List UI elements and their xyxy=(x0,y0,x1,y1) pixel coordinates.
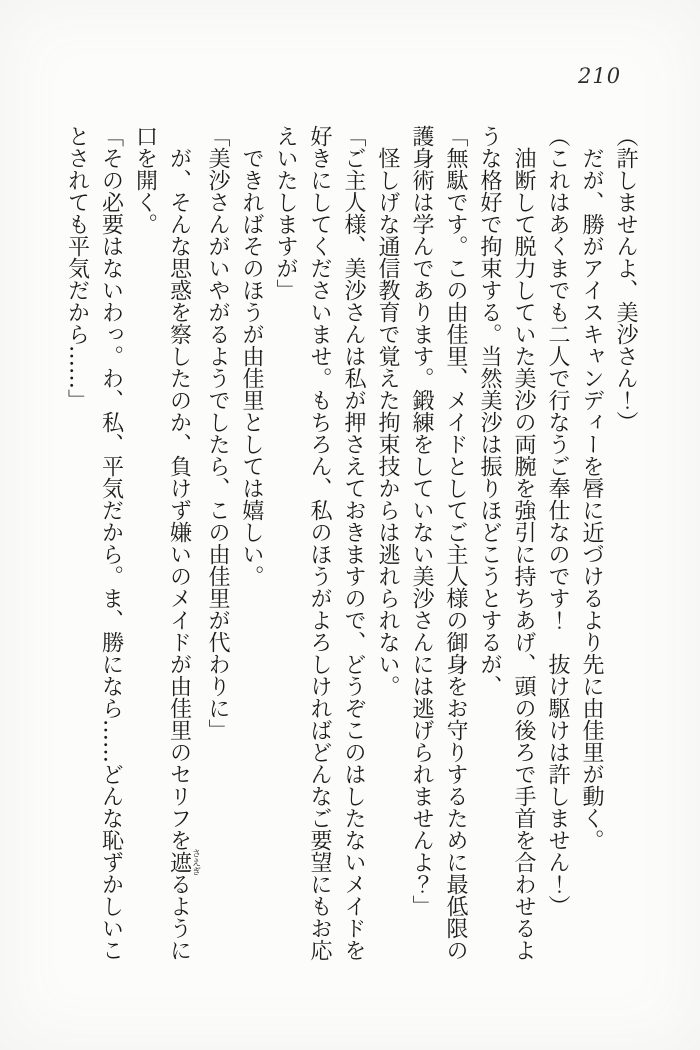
paragraph: （許しませんよ、美沙さん！） xyxy=(613,125,638,433)
paragraph: できればそのほうが由佳里としては嬉しい。 xyxy=(239,147,264,587)
paragraph: 油断して脱力していた美沙の両腕を強引に持ちあげ、頭の後ろで手首を合わせるような格好で拘束する。当然美沙は振りほどこうとするが、 xyxy=(477,125,536,961)
paragraph: 「ご主人様、美沙さんは私が押さえておきますので、どうぞこのはしたないメイドを好きにしてくださいませ。もちろん、私のほうがよろしければどんなご要望にもお応えいたしますが」 xyxy=(273,125,366,961)
paragraph: 「美沙さんがいやがるようでしたら、この由佳里が代わりに」 xyxy=(205,125,230,741)
furigana-text: さえぎ xyxy=(190,848,200,876)
furigana-ruby: 遮さえぎ xyxy=(166,848,200,876)
paragraph: 「その必要はないわっ。わ、私、平気だから。ま、勝になら……どんな恥ずかしいことされても平気だから……」 xyxy=(64,125,124,961)
page-number: 210 xyxy=(578,64,622,88)
vertical-text-block xyxy=(60,125,643,961)
paragraph: （これはあくまでも二人で行なうご奉仕なのです！ 抜け駆けは許しません！） xyxy=(545,125,570,917)
paragraph: が、そんな思惑を察したのか、負けず嫌いのメイドが由佳里のセリフを遮さえぎるように口を開く。 xyxy=(132,125,200,961)
paragraph: 「無駄です。この由佳里、メイドとしてご主人様の御身をお守りするために最低限の護身術は学んであります。鍛練をしていない美沙さんには逃げられませんよ？」 xyxy=(409,125,468,961)
paragraph: 怪しげな通信教育で覚えた拘束技からは逃れられない。 xyxy=(375,147,400,697)
paragraph: だが、勝がアイスキャンディーを唇に近づけるより先に由佳里が動く。 xyxy=(579,147,604,851)
